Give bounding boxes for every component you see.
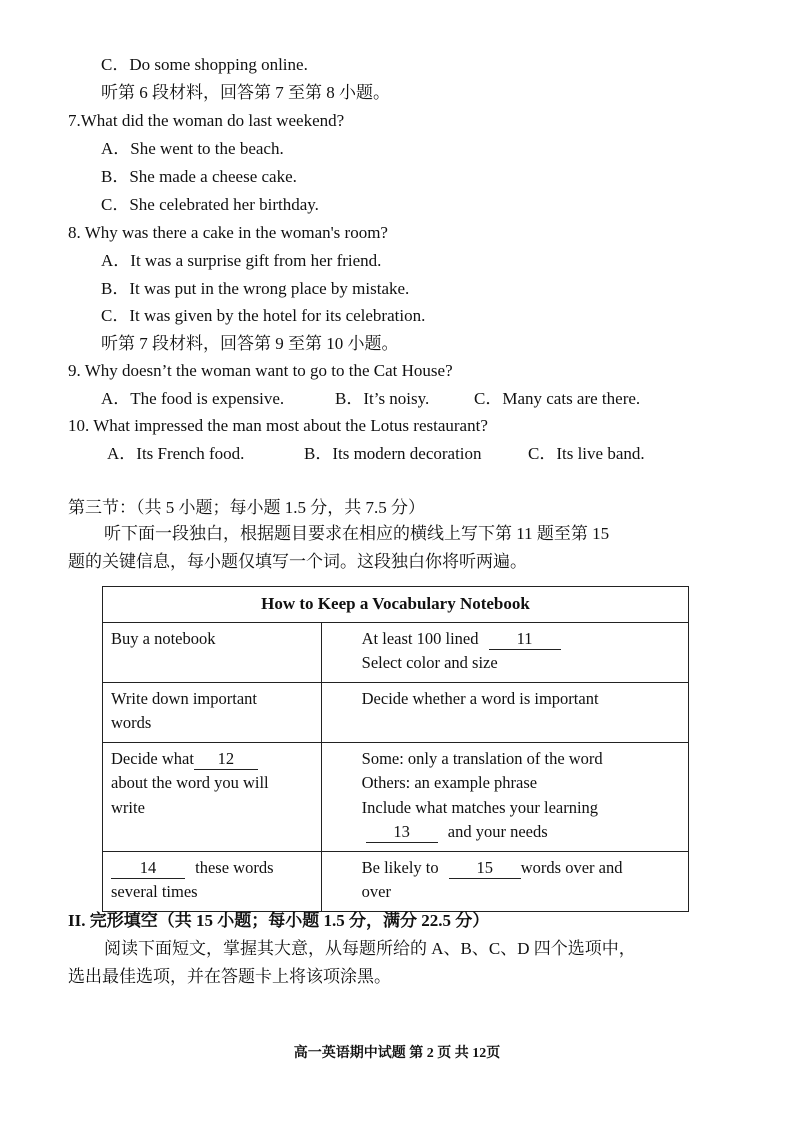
vocabulary-notebook-table: [102, 586, 689, 912]
answer-blank-13[interactable]: 13: [366, 822, 438, 843]
q10-option-c: C．Its live band.: [528, 444, 645, 463]
listening-instruction-7: 听第 7 段材料，回答第 9 至第 10 小题。: [101, 334, 399, 353]
q7-option-c: C．She celebrated her birthday.: [101, 195, 319, 214]
table-cell: Buy a notebook: [103, 622, 322, 682]
q8-stem: 8. Why was there a cake in the woman's room?: [68, 223, 388, 242]
section3-instruction-line1: 听下面一段独白，根据题目要求在相应的横线上写下第 11 题至第 15: [104, 524, 610, 543]
part2-heading: II. 完形填空（共 15 小题；每小题 1.5 分，满分 22.5 分）: [68, 911, 490, 930]
q8-option-b: B．It was put in the wrong place by mistake.: [101, 279, 410, 298]
q9-option-c: C．Many cats are there.: [474, 389, 641, 408]
table-row: [103, 742, 689, 851]
table-cell: Decide what 12 about the word you will write: [103, 742, 322, 851]
q6-option-c: C．Do some shopping online.: [101, 55, 308, 74]
table-row: [103, 851, 689, 911]
table-cell: Decide whether a word is important: [321, 682, 688, 742]
table-cell: Write down important words: [103, 682, 322, 742]
q7-option-a: A．She went to the beach.: [101, 139, 284, 158]
answer-blank-15[interactable]: 15: [449, 858, 521, 879]
q9-stem: 9. Why doesn’t the woman want to go to the Cat House?: [68, 361, 453, 380]
table-cell: At least 100 lined 11 Select color and size: [321, 622, 688, 682]
table-row: [103, 682, 689, 742]
q10-option-a: A．Its French food.: [107, 444, 245, 463]
page-footer: 高一英语期中试题 第 2 页 共 12页: [293, 1046, 501, 1061]
q10-option-b: B．Its modern decoration: [304, 444, 482, 463]
table-cell: Be likely to 15 words over and over: [321, 851, 688, 911]
q8-option-c: C．It was given by the hotel for its celebration.: [101, 306, 426, 325]
q9-option-b: B．It’s noisy.: [335, 389, 430, 408]
listening-instruction-6: 听第 6 段材料，回答第 7 至第 8 小题。: [101, 83, 390, 102]
q9-option-a: A．The food is expensive.: [101, 389, 285, 408]
q10-stem: 10. What impressed the man most about the Lotus restaurant?: [68, 416, 488, 435]
table-row: [103, 622, 689, 682]
table-cell: Some: only a translation of the word Others: an example phrase Include what matches your learning 13 and your needs: [321, 742, 688, 851]
q8-option-a: A．It was a surprise gift from her friend.: [101, 251, 382, 270]
part2-instruction-line1: 阅读下面短文，掌握其大意，从每题所给的 A、B、C、D 四个选项中，: [104, 939, 636, 958]
table-title: How to Keep a Vocabulary Notebook: [103, 587, 689, 623]
section3-instruction-line2: 题的关键信息，每小题仅填写一个词。这段独白你将听两遍。: [68, 552, 527, 571]
section3-heading: 第三节：（共 5 小题；每小题 1.5 分，共 7.5 分）: [68, 498, 425, 517]
table-cell: 14 these words several times: [103, 851, 322, 911]
answer-blank-11[interactable]: 11: [489, 629, 561, 650]
q7-stem: 7.What did the woman do last weekend?: [68, 111, 345, 130]
q7-option-b: B．She made a cheese cake.: [101, 167, 297, 186]
part2-instruction-line2: 选出最佳选项，并在答题卡上将该项涂黑。: [68, 967, 391, 986]
answer-blank-14[interactable]: 14: [111, 858, 185, 879]
answer-blank-12[interactable]: 12: [194, 749, 258, 770]
